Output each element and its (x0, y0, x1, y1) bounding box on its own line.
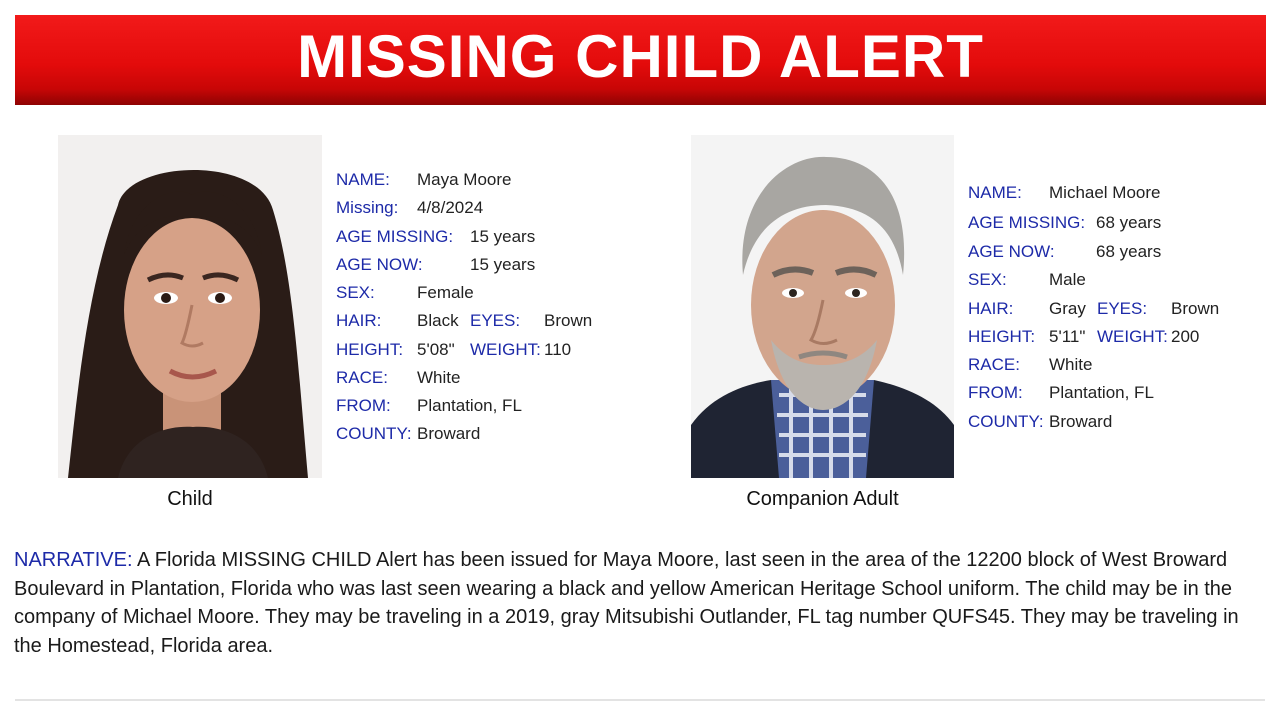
adult-weight-label: WEIGHT: (1097, 327, 1168, 346)
adult-caption: Companion Adult (746, 488, 899, 510)
child-age-missing-label: AGE MISSING: (336, 227, 454, 246)
child-hair-value: Black (417, 311, 459, 330)
child-race-value: White (417, 368, 461, 387)
child-info (336, 168, 636, 448)
child-caption: Child (167, 488, 213, 510)
adult-photo (691, 135, 954, 478)
adult-county-value: Broward (1049, 412, 1113, 431)
adult-weight-value: 200 (1171, 327, 1200, 346)
adult-hair-value: Gray (1049, 299, 1086, 318)
child-sex-value: Female (417, 283, 474, 302)
child-name-value: Maya Moore (417, 170, 512, 189)
adult-sex-value: Male (1049, 270, 1086, 289)
alert-title: MISSING CHILD ALERT (297, 23, 984, 90)
child-weight-value: 110 (544, 340, 572, 359)
bottom-divider (15, 699, 1265, 701)
adult-name-value: Michael Moore (1049, 183, 1161, 202)
adult-race-value: White (1049, 355, 1093, 374)
adult-height-label: HEIGHT: (968, 327, 1036, 346)
adult-age-now-value: 68 years (1096, 242, 1162, 261)
adult-age-missing-value: 68 years (1096, 213, 1162, 232)
child-age-missing-value: 15 years (470, 227, 536, 246)
adult-hair-label: HAIR: (968, 299, 1014, 318)
child-age-now-value: 15 years (470, 255, 536, 274)
child-race-label: RACE: (336, 368, 388, 387)
adult-from-label: FROM: (968, 383, 1023, 402)
adult-age-now-label: AGE NOW: (968, 242, 1055, 261)
narrative-label: NARRATIVE: (14, 549, 133, 571)
alert-banner (15, 15, 1266, 105)
adult-name-label: NAME: (968, 183, 1022, 202)
child-from-label: FROM: (336, 396, 391, 415)
narrative-text: A Florida MISSING CHILD Alert has been issued for Maya Moore, last seen in the area of the 12200 block of West Broward Boulevard in Plantation, Florida who was last seen wearing a black and yellow American Heritage School uniform. The child may be in the company of Michael Moore. They may be traveling in a 2019, gray Mitsubishi Outlander, FL tag number QUFS45. They may be traveling in the Homestead, Florida area. (14, 549, 1239, 657)
adult-eyes-value: Brown (1171, 299, 1220, 318)
adult-info (968, 181, 1258, 441)
child-missing-label: Missing: (336, 198, 399, 217)
child-photo (58, 135, 322, 478)
child-hair-label: HAIR: (336, 311, 382, 330)
adult-county-label: COUNTY: (968, 412, 1044, 431)
child-sex-label: SEX: (336, 283, 375, 302)
adult-eyes-label: EYES: (1097, 299, 1148, 318)
child-name-label: NAME: (336, 170, 390, 189)
adult-from-value: Plantation, FL (1049, 383, 1154, 402)
adult-age-missing-label: AGE MISSING: (968, 213, 1086, 232)
narrative-paragraph (14, 546, 1264, 660)
child-eyes-label: EYES: (470, 311, 521, 330)
child-height-label: HEIGHT: (336, 340, 404, 359)
child-county-label: COUNTY: (336, 424, 412, 443)
adult-race-label: RACE: (968, 355, 1020, 374)
child-from-value: Plantation, FL (417, 396, 522, 415)
child-height-value: 5'08" (417, 340, 455, 359)
child-missing-value: 4/8/2024 (417, 198, 484, 217)
child-eyes-value: Brown (544, 311, 593, 330)
child-age-now-label: AGE NOW: (336, 255, 423, 274)
child-weight-label: WEIGHT: (470, 340, 541, 359)
adult-sex-label: SEX: (968, 270, 1007, 289)
child-county-value: Broward (417, 424, 481, 443)
adult-height-value: 5'11" (1049, 327, 1086, 346)
